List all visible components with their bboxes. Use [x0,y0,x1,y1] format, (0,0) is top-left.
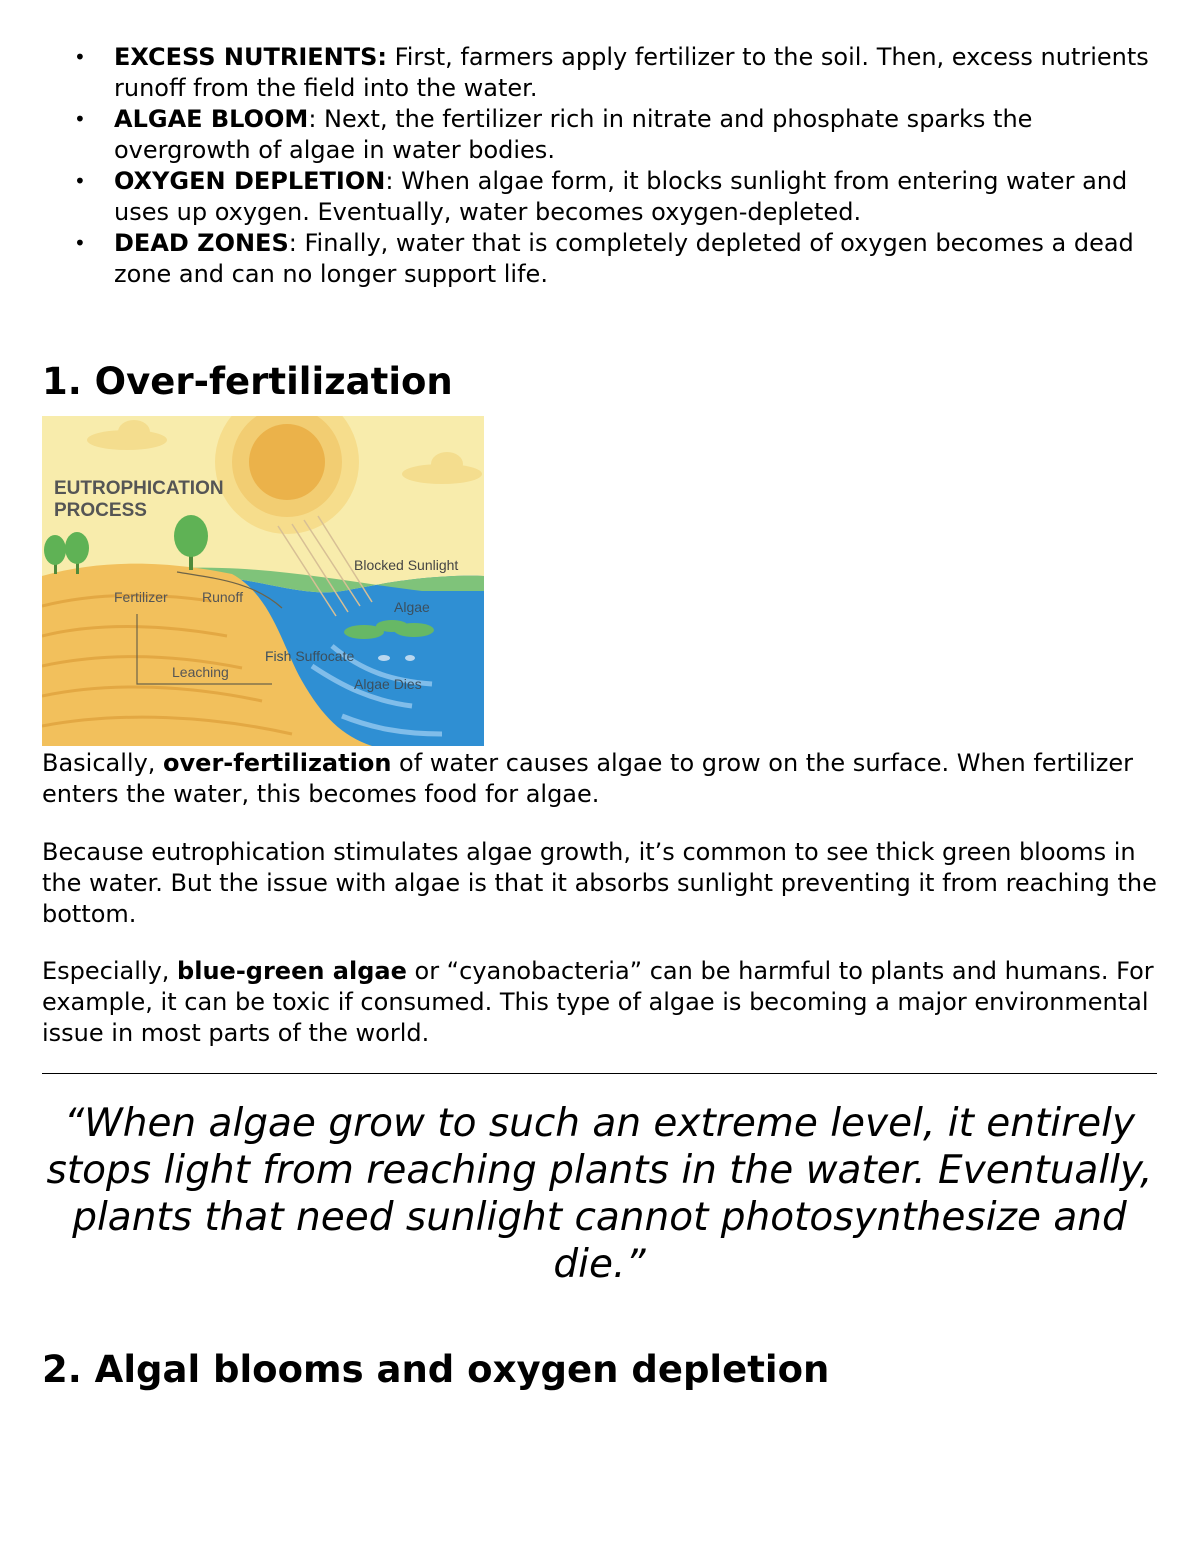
label-fertilizer: Fertilizer [114,589,168,605]
step-term: OXYGEN DEPLETION [114,167,386,195]
paragraph-text: Especially, [42,957,178,985]
paragraph-text: or “cyanobacteria” can be harmful to plants and humans. For example, it can be toxic if consumed. This type of algae is becoming a major environmental issue in most parts of the world. [42,957,1154,1047]
section-heading-algal-blooms: 2. Algal blooms and oxygen depletion [42,1348,830,1391]
label-algae: Algae [394,599,430,615]
figure-title-line2: PROCESS [54,500,147,521]
eutrophication-process-illustration [42,416,484,746]
label-fish-suffocate: Fish Suffocate [265,648,355,664]
step-text: : Finally, water that is completely depleted of oxygen becomes a dead zone and can no longer support life. [114,229,1134,288]
label-leaching: Leaching [172,664,229,680]
step-text: : Next, the fertilizer rich in nitrate and phosphate sparks the overgrowth of algae in water bodies. [114,105,1033,164]
step-text: First, farmers apply fertilizer to the soil. Then, excess nutrients runoff from the field into the water. [114,43,1149,102]
step-term: EXCESS NUTRIENTS: [114,43,387,71]
eutrophication-steps-list [74,42,1164,290]
label-algae-dies: Algae Dies [354,676,422,692]
list-item [74,104,1164,166]
paragraph-over-fertilization [42,748,1162,810]
horizontal-divider [42,1073,1157,1074]
bold-term: over-fertilization [163,749,392,777]
pull-quote: “When algae grow to such an extreme level, it entirely stops light from reaching plants in the water. Eventually, plants that need sunlight cannot photosynthesize and die.” [46,1101,1153,1287]
section-heading-over-fertilization: 1. Over-fertilization [42,360,453,403]
list-item [74,42,1164,104]
list-item [74,166,1164,228]
bold-term: blue-green algae [177,957,407,985]
paragraph-text: Basically, [42,749,164,777]
paragraph-text: of water causes algae to grow on the surface. When fertilizer enters the water, this becomes food for algae. [42,749,1134,808]
step-text: : When algae form, it blocks sunlight from entering water and uses up oxygen. Eventually, water becomes oxygen-depleted. [114,167,1128,226]
list-item [74,228,1164,290]
step-term: ALGAE BLOOM [114,105,309,133]
paragraph-algae-growth: Because eutrophication stimulates algae growth, it’s common to see thick green blooms in the water. But the issue with algae is that it absorbs sunlight preventing it from reaching the bottom. [42,838,1157,928]
label-blocked-sunlight: Blocked Sunlight [354,557,459,573]
paragraph-blue-green-algae [42,956,1162,1049]
figure-title-line1: EUTROPHICATION [54,478,224,499]
step-term: DEAD ZONES [114,229,289,257]
label-runoff: Runoff [202,589,243,605]
